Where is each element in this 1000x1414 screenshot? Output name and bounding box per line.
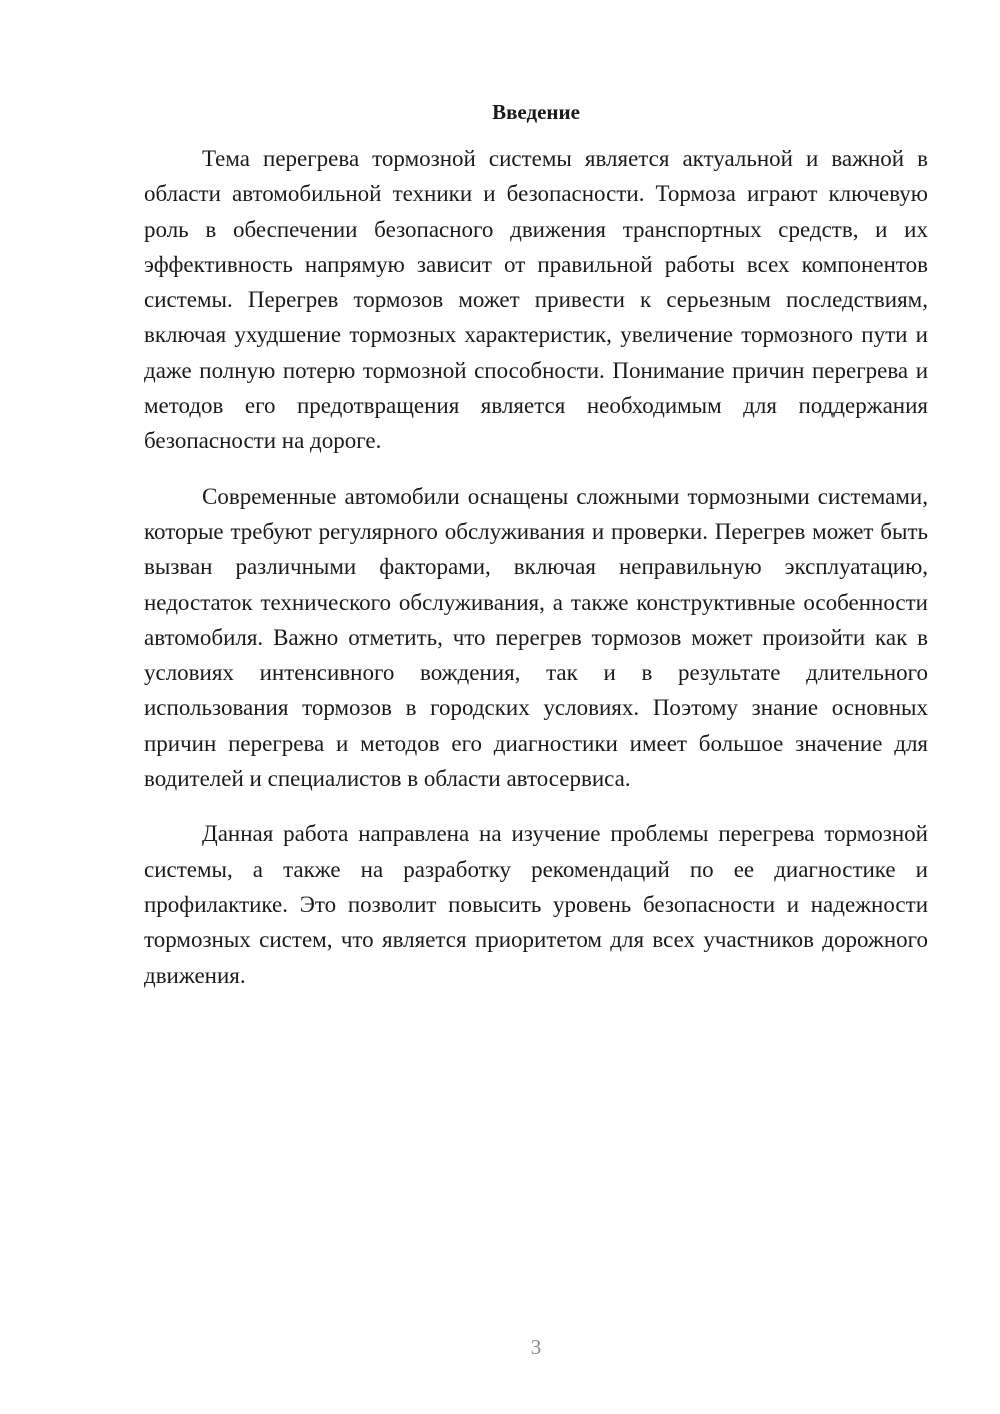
body-text: [144, 141, 928, 1013]
paragraph: Данная работа направлена на изучение проблемы перегрева тормозной системы, а также на разработку рекомендаций по ее диагностике и профилактике. Это позволит повысить уровень безопасности и надежности тормозных систем, что является приоритетом для всех участников дорожного движения.: [144, 821, 928, 988]
paragraph: Тема перегрева тормозной системы является актуальной и важной в области автомобильной техники и безопасности. Тормоза играют ключевую роль в обеспечении безопасного движения транспортных средств, и их эффективность напрямую зависит от правильной работы всех компонентов системы. Перегрев тормозов может привести к серьезным последствиям, включая ухудшение тормозных характеристик, увеличение тормозного пути и даже полную потерю тормозной способности. Понимание причин перегрева и методов его предотвращения является необходимым для поддержания безопасности на дороге.: [144, 146, 928, 454]
page-number: 3: [530, 1335, 542, 1359]
section-heading: Введение: [492, 100, 580, 124]
paragraph: Современные автомобили оснащены сложными тормозными системами, которые требуют регулярного обслуживания и проверки. Перегрев может быть вызван различными факторами, включая неправильную эксплуатацию, недостаток технического обслуживания, а также конструктивные особенности автомобиля. Важно отметить, что перегрев тормозов может произойти как в условиях интенсивного вождения, так и в результате длительного использования тормозов в городских условиях. Поэтому знание основных причин перегрева и методов его диагностики имеет большое значение для водителей и специалистов в области автосервиса.: [144, 483, 928, 792]
